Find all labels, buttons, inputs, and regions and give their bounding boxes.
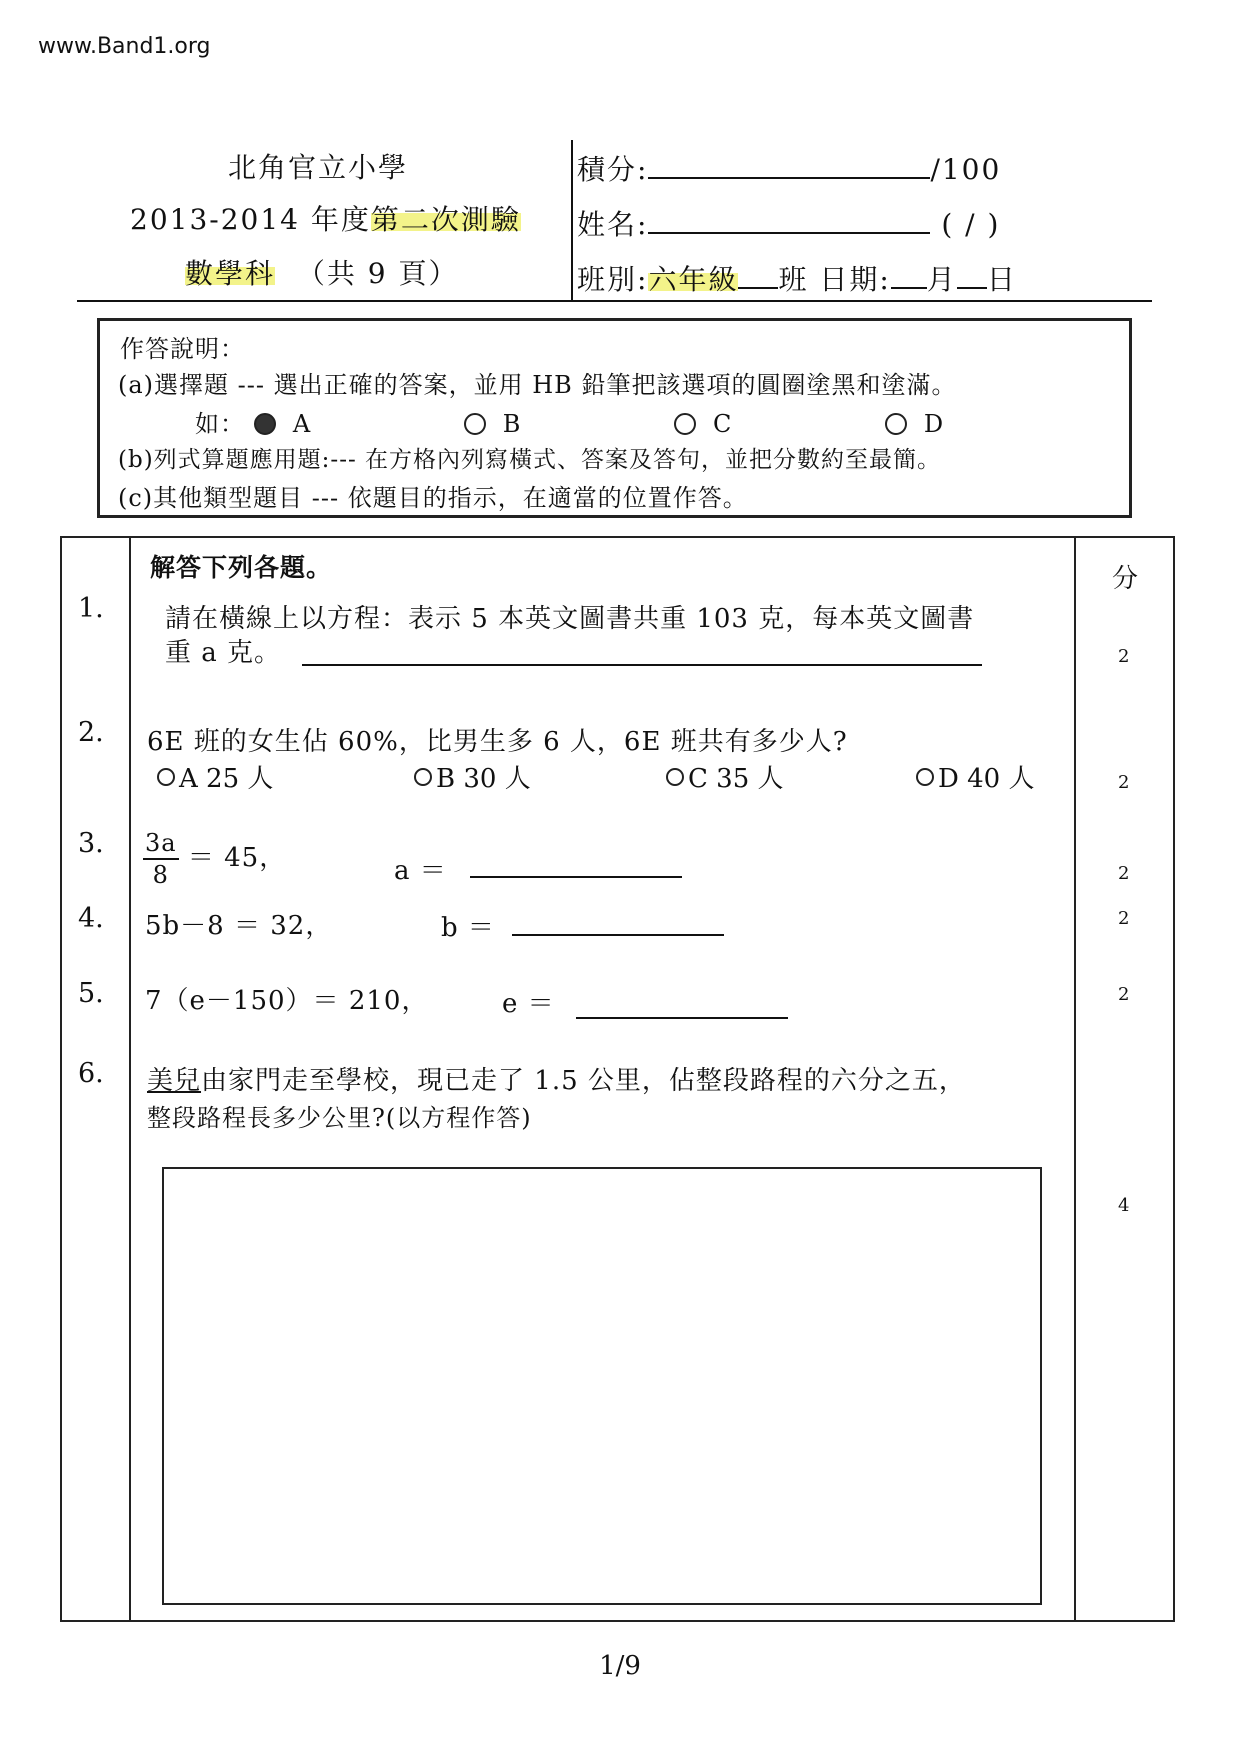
example-option: D (923, 410, 945, 438)
instructions-box (97, 318, 1132, 518)
score-row (577, 148, 1001, 188)
score-label: 積分: (577, 153, 649, 186)
answer-line[interactable] (470, 876, 682, 878)
exam-title (130, 198, 521, 238)
empty-circle-icon (885, 413, 907, 435)
site-url: www.Band1.org (38, 34, 211, 59)
example-option: B (502, 410, 522, 438)
marks-header: 分 (1112, 564, 1140, 594)
month-field[interactable] (891, 259, 927, 289)
question-number: 1. (78, 593, 104, 624)
answer-line[interactable] (512, 934, 724, 936)
question-marks: 2 (1118, 908, 1130, 929)
answer-line[interactable] (302, 664, 982, 666)
score-total: /100 (930, 153, 1002, 186)
instructions-example (195, 404, 944, 439)
exam-year: 2013-2014 年度 (130, 203, 371, 236)
question-4-var: b ＝ (441, 913, 495, 943)
day-label: 日 (986, 263, 1017, 296)
instructions-c: (c)其他類型題目 --- 依題目的指示，在適當的位置作答。 (118, 484, 748, 512)
marks-column-divider (1074, 538, 1076, 1620)
class-field[interactable] (738, 259, 778, 289)
fraction-numerator: 3a (143, 828, 179, 860)
question-1-text-2: 重 a 克。 (165, 638, 282, 668)
day-field[interactable] (957, 259, 987, 289)
question-marks: 2 (1118, 646, 1130, 667)
name-row (577, 203, 1000, 243)
name-field[interactable] (648, 204, 930, 234)
filled-circle-icon (254, 413, 276, 435)
option-label: A 25 人 (179, 764, 274, 794)
page-number: 1/9 (599, 1651, 641, 1681)
class-label: 班別: (577, 263, 649, 296)
question-5-var: e ＝ (502, 989, 555, 1019)
question-4-equation: 5b－8 ＝ 32， (145, 911, 333, 941)
empty-circle-icon (674, 413, 696, 435)
subject-line (185, 252, 458, 292)
example-option: A (292, 410, 312, 438)
class-row (577, 258, 1017, 298)
instructions-title: 作答說明： (120, 335, 245, 363)
option-label: B 30 人 (436, 764, 531, 794)
question-marks: 4 (1118, 1195, 1130, 1216)
fraction (143, 828, 179, 890)
exam-name: 第二次測驗 (370, 203, 521, 236)
question-6-line1: 由家門走至學校，現已走了 1.5 公里，佔整段路程的六分之五， (201, 1066, 966, 1096)
question-3-equation (143, 828, 286, 890)
question-number: 2. (78, 717, 104, 748)
class-suffix: 班 (778, 263, 809, 296)
instructions-b: (b)列式算題應用題:--- 在方格內列寫橫式、答案及答句，並把分數約至最簡。 (118, 447, 942, 473)
option-a[interactable] (157, 758, 273, 795)
name-label: 姓名: (577, 208, 649, 241)
instructions-a: (a)選擇題 --- 選出正確的答案，並用 HB 鉛筆把該選項的圓圈塗黑和塗滿。 (118, 371, 957, 399)
equation-rhs: ＝ 45， (187, 843, 287, 873)
header-divider (571, 140, 573, 300)
option-label: C 35 人 (688, 764, 784, 794)
section-title: 解答下列各題。 (150, 553, 333, 582)
question-marks: 2 (1118, 863, 1130, 884)
question-marks: 2 (1118, 772, 1130, 793)
option-circle-icon (157, 768, 175, 786)
option-circle-icon (666, 768, 684, 786)
number-column-divider (129, 538, 131, 1620)
answer-line[interactable] (576, 1017, 788, 1019)
school-name: 北角官立小學 (228, 151, 409, 184)
question-2-text: 6E 班的女生佔 60%，比男生多 6 人，6E 班共有多少人? (147, 727, 848, 757)
question-number: 4. (78, 903, 104, 934)
score-field[interactable] (648, 149, 930, 179)
question-1-text: 請在橫線上以方程：表示 5 本英文圖書共重 103 克，每本英文圖書 (165, 604, 975, 634)
question-number: 3. (78, 828, 104, 859)
question-6-text-2: 整段路程長多少公里?(以方程作答) (147, 1104, 532, 1132)
header-rule (77, 300, 1152, 302)
question-number: 6. (78, 1058, 104, 1089)
fraction-denominator: 8 (152, 861, 169, 889)
option-label: D 40 人 (938, 764, 1035, 794)
question-number: 5. (78, 978, 104, 1009)
option-d[interactable] (916, 758, 1034, 795)
example-prefix: 如： (195, 410, 245, 438)
option-c[interactable] (666, 758, 784, 795)
example-option: C (712, 410, 733, 438)
question-marks: 2 (1118, 984, 1130, 1005)
question-3-var: a ＝ (394, 856, 447, 886)
option-circle-icon (414, 768, 432, 786)
date-label: 日期: (819, 263, 891, 296)
subject: 數學科 (185, 257, 276, 290)
option-b[interactable] (414, 758, 531, 795)
answer-box[interactable] (162, 1167, 1042, 1605)
grade: 六年級 (648, 263, 739, 296)
page-count: （共 9 頁） (296, 257, 459, 290)
empty-circle-icon (464, 413, 486, 435)
question-5-equation: 7（e－150）＝ 210， (145, 986, 429, 1016)
class-number: ( / ) (941, 208, 1001, 241)
option-circle-icon (916, 768, 934, 786)
month-label: 月 (926, 263, 957, 296)
person-name: 美兒 (147, 1066, 202, 1096)
question-6-text (147, 1060, 966, 1097)
